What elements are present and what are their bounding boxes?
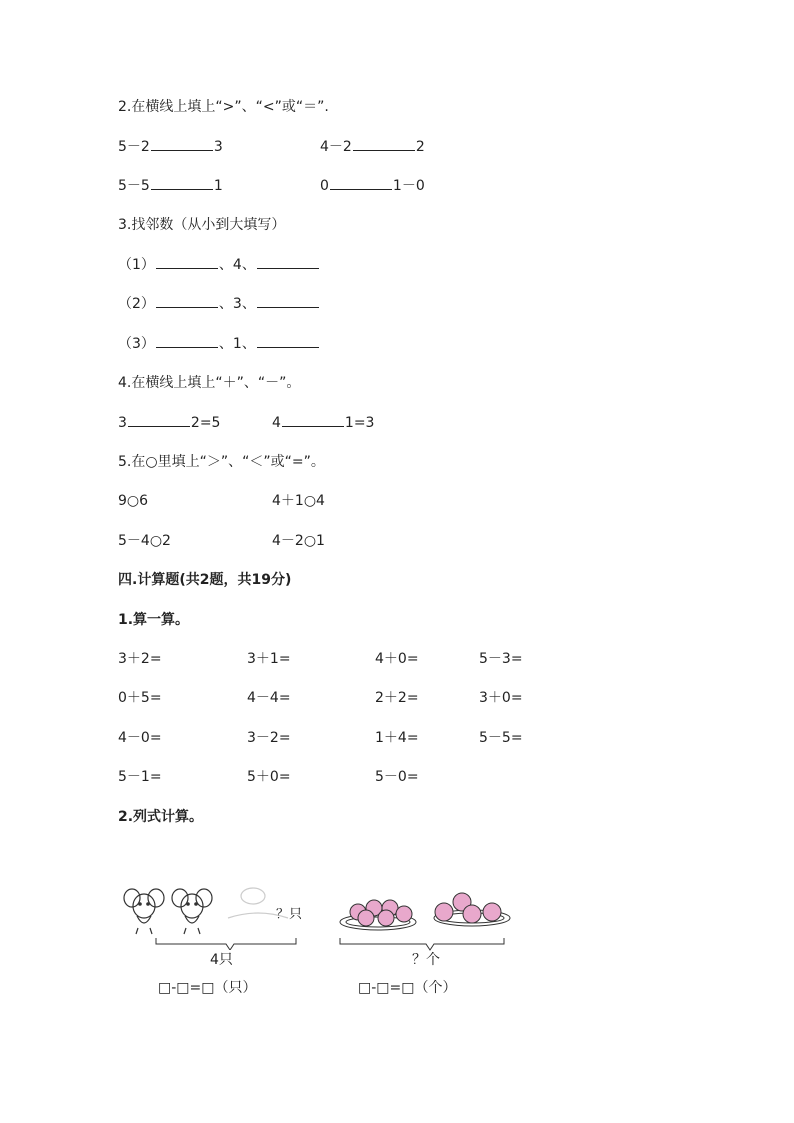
calc-cell: 2＋2= [375, 690, 419, 706]
answer-blank[interactable] [282, 414, 344, 427]
peach-plates-illustration [336, 886, 516, 952]
q2-r1-b-right: 2 [415, 139, 425, 155]
answer-blank[interactable] [128, 414, 190, 427]
q2-row2-right [320, 177, 425, 195]
q3-item-sep: 、4、 [218, 257, 256, 273]
peach-formula[interactable]: □-□=□（个） [358, 980, 457, 996]
answer-blank[interactable] [257, 335, 319, 348]
q4-a-left: 3 [118, 415, 127, 431]
calc-title: 1.算一算。 [118, 612, 190, 628]
q5-r2-b: 4－2○1 [272, 533, 325, 549]
calc-cell: 5－5= [479, 730, 523, 746]
q5-r1-b: 4＋1○4 [272, 493, 325, 509]
q2-r1-a-right: 3 [213, 139, 223, 155]
calc-cell: 0＋5= [118, 690, 162, 706]
calc-cell: 3＋1= [247, 651, 291, 667]
calc-cell: 4＋0= [375, 651, 419, 667]
q2-r1-a-left: 5－2 [118, 139, 150, 155]
q2-row1-right [320, 138, 425, 156]
q5-r2-a: 5－4○2 [118, 533, 171, 549]
q3-item-label: （1） [118, 257, 155, 273]
peach-icon [350, 900, 412, 926]
q3-title: 3.找邻数（从小到大填写） [118, 217, 286, 233]
calc-cell: 3－2= [247, 730, 291, 746]
mouse-icon [124, 889, 164, 934]
answer-blank[interactable] [156, 295, 218, 308]
q2-r2-a-left: 5－5 [118, 178, 150, 194]
calc-cell: 5－3= [479, 651, 523, 667]
calc-cell: 5＋0= [247, 769, 291, 785]
q3-item-2 [118, 295, 320, 313]
q2-title: 2.在横线上填上“>”、“<”或“＝”. [118, 99, 329, 115]
q2-r2-b-left: 0 [320, 178, 329, 194]
calc-cell: 4－4= [247, 690, 291, 706]
q5-title: 5.在○里填上“＞”、“＜”或“=”。 [118, 454, 325, 470]
q4-a [118, 414, 220, 432]
q3-item-3 [118, 335, 320, 353]
q3-item-label: （3） [118, 336, 155, 352]
answer-blank[interactable] [353, 138, 415, 151]
answer-blank[interactable] [257, 256, 319, 269]
answer-blank[interactable] [151, 138, 213, 151]
q5-r1-a: 9○6 [118, 493, 149, 509]
answer-blank[interactable] [156, 256, 218, 269]
q4-b-right: 1=3 [344, 415, 375, 431]
section-title: 四.计算题(共2题，共19分) [118, 572, 292, 588]
peach-question: ？个 [412, 952, 440, 968]
mice-question: ？只 [276, 907, 303, 922]
q4-b [272, 414, 374, 432]
answer-blank[interactable] [257, 295, 319, 308]
calc-cell: 4－0= [118, 730, 162, 746]
q3-item-sep: 、1、 [218, 336, 256, 352]
calc-cell: 1＋4= [375, 730, 419, 746]
q2-row1-left [118, 138, 223, 156]
q4-b-left: 4 [272, 415, 281, 431]
q4-title: 4.在横线上填上“＋”、“－”。 [118, 375, 301, 391]
mice-total: 4只 [210, 952, 233, 968]
answer-blank[interactable] [156, 335, 218, 348]
q3-item-sep: 、3、 [218, 296, 256, 312]
column-calc-title: 2.列式计算。 [118, 809, 204, 825]
q2-r2-b-right: 1－0 [392, 178, 425, 194]
q2-r2-a-right: 1 [213, 178, 223, 194]
calc-cell: 3＋0= [479, 690, 523, 706]
calc-cell: 3＋2= [118, 651, 162, 667]
q2-r1-b-left: 4－2 [320, 139, 352, 155]
peach-icon [435, 893, 501, 923]
calc-cell: 5－1= [118, 769, 162, 785]
mice-formula[interactable]: □-□=□（只） [158, 980, 257, 996]
q3-item-label: （2） [118, 296, 155, 312]
mouse-icon [172, 889, 212, 934]
answer-blank[interactable] [330, 177, 392, 190]
calc-cell: 5－0= [375, 769, 419, 785]
q4-a-right: 2=5 [190, 415, 221, 431]
q2-row2-left [118, 177, 223, 195]
q3-item-1 [118, 256, 320, 274]
answer-blank[interactable] [151, 177, 213, 190]
